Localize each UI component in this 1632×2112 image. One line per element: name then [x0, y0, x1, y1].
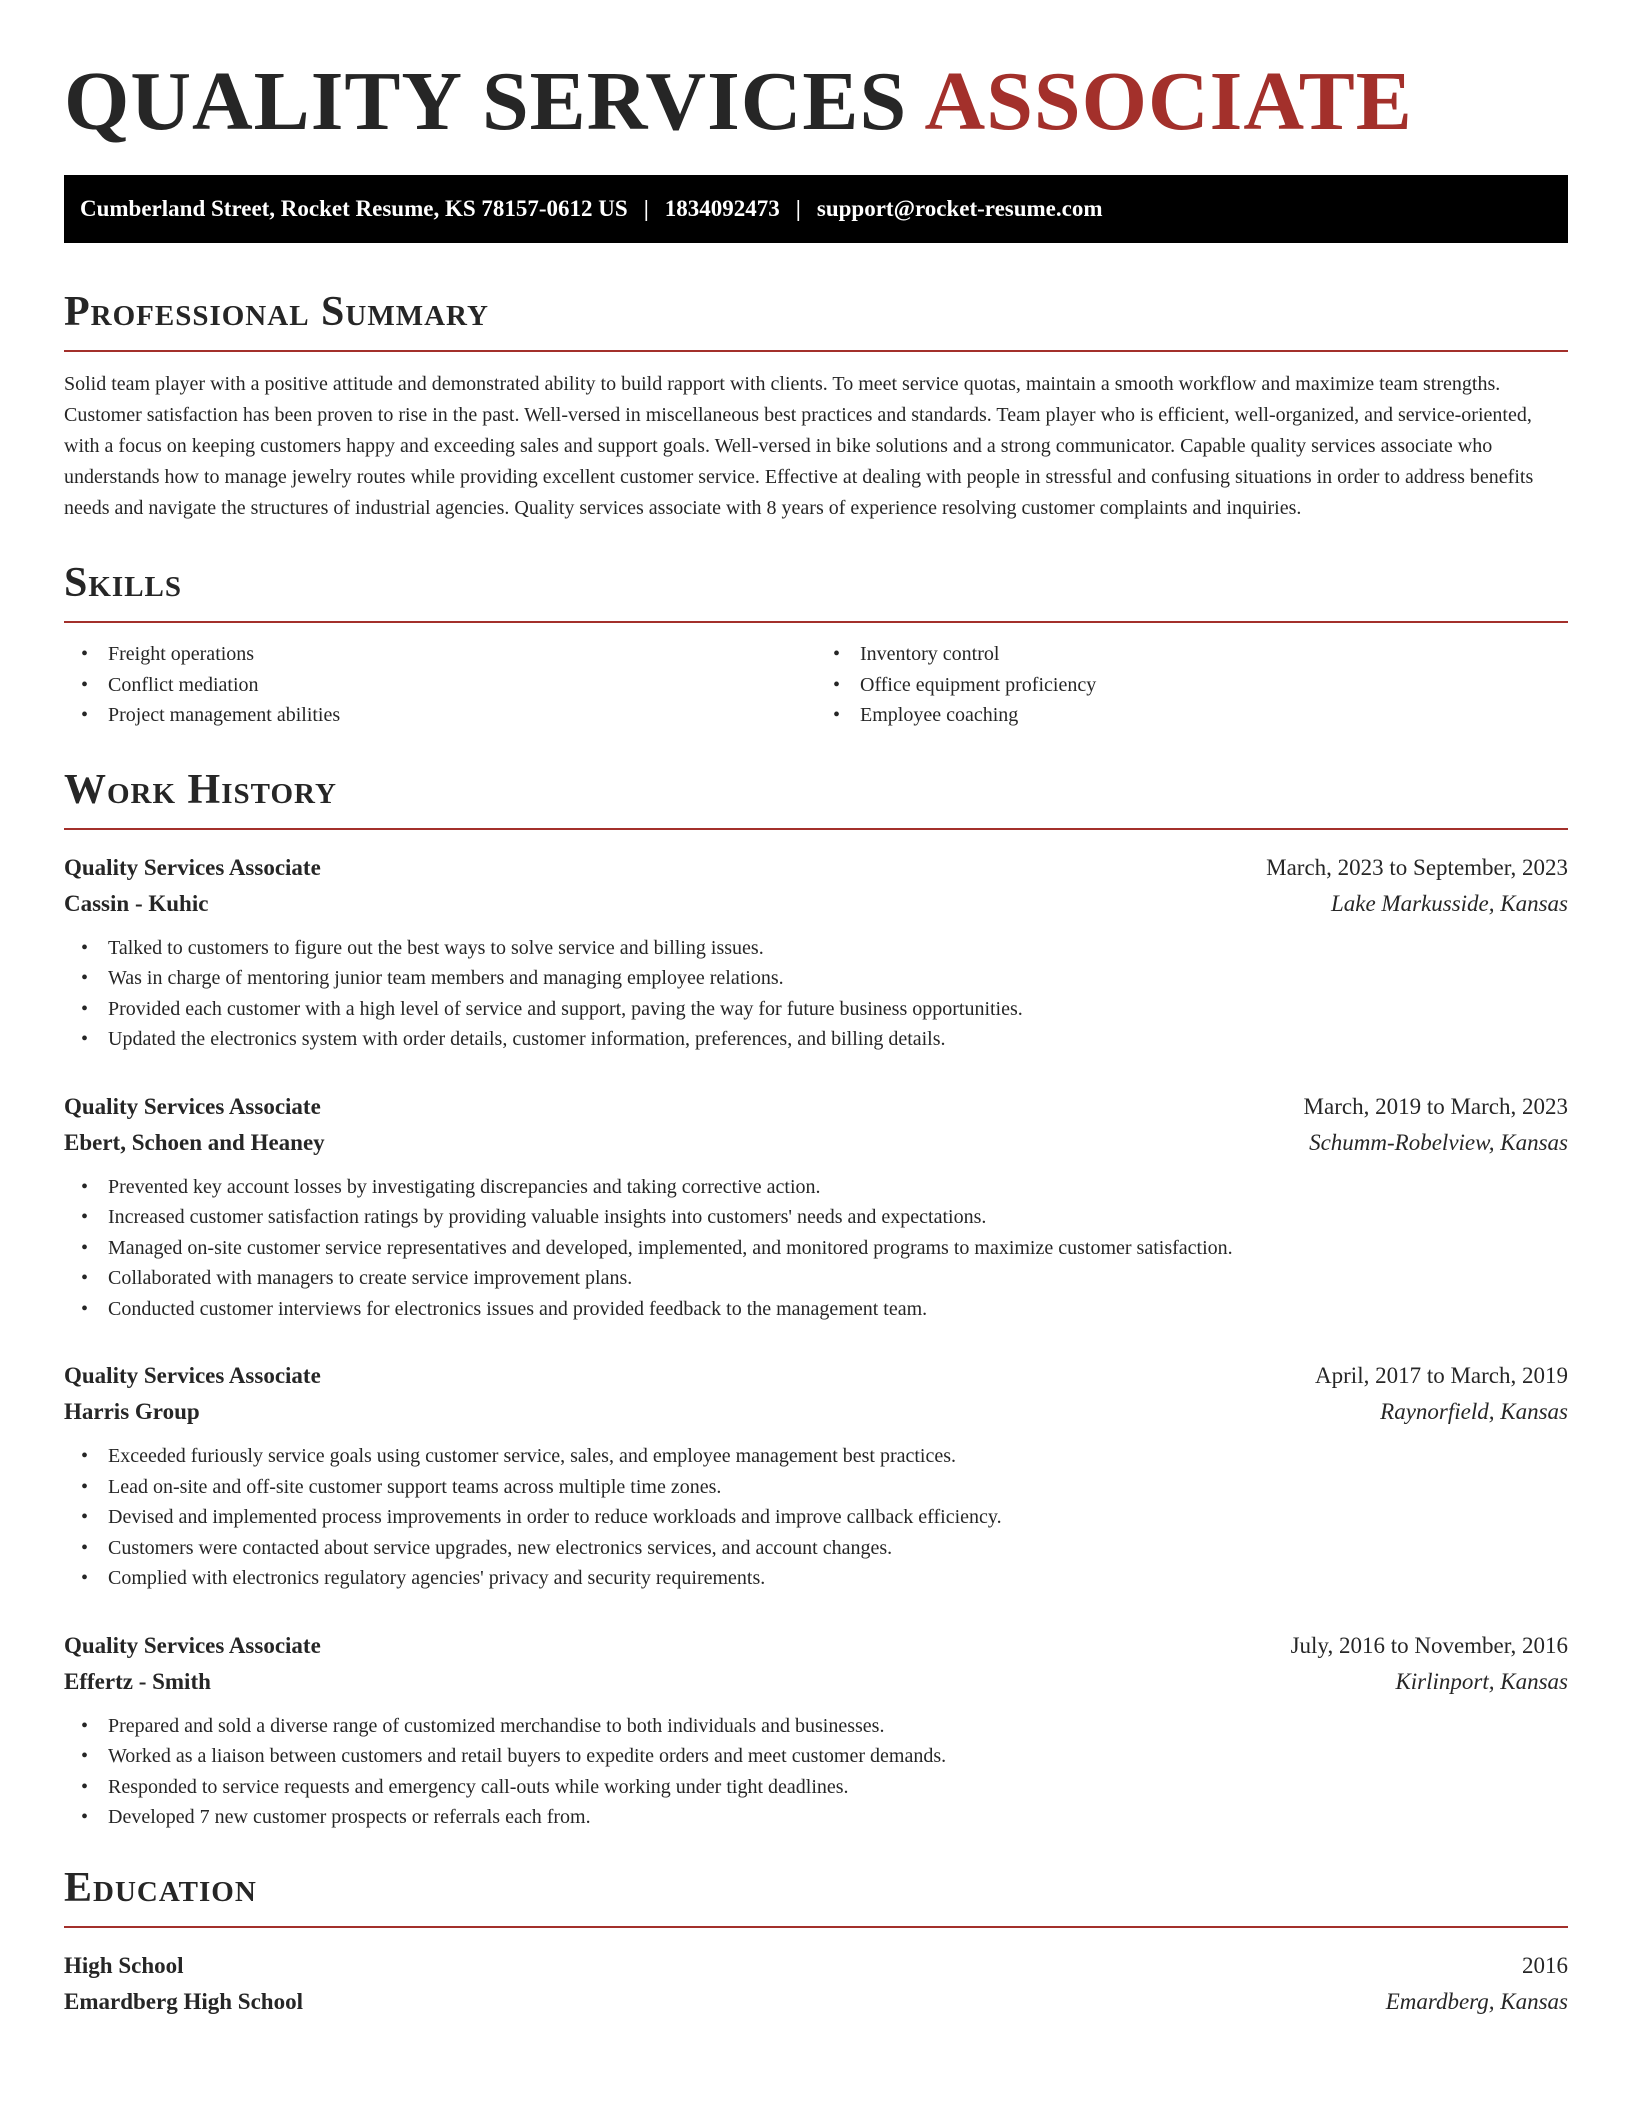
section-divider	[64, 350, 1568, 352]
contact-phone: 1834092473	[664, 196, 780, 221]
education-degree-row	[64, 1948, 1568, 1984]
education-location: Emardberg, Kansas	[1385, 1988, 1568, 2014]
education-heading: Education	[64, 1864, 257, 1911]
skills-column-right	[816, 639, 1568, 731]
job-role: Quality Services Associate	[64, 1363, 321, 1388]
job-header-row	[64, 1358, 1568, 1394]
skill-item: • Employee coaching	[816, 700, 1568, 731]
job-bullet: • Conducted customer interviews for electronics issues and provided feedback to the management team.	[64, 1294, 1568, 1325]
job-bullets	[64, 1172, 1568, 1325]
job-header-row	[64, 1089, 1568, 1125]
job-bullet: • Devised and implemented process improvements in order to reduce workloads and improve callback efficiency.	[64, 1502, 1568, 1533]
name-last: ASSOCIATE	[924, 55, 1413, 148]
job-location: Raynorfield, Kansas	[1380, 1399, 1568, 1424]
section-divider	[64, 1926, 1568, 1928]
job-role: Quality Services Associate	[64, 1632, 321, 1658]
job-company-row	[64, 1394, 1568, 1430]
skill-item: • Inventory control	[816, 639, 1568, 670]
job-entry	[64, 1358, 1568, 1594]
job-bullets	[64, 1441, 1568, 1594]
job-dates: July, 2016 to November, 2016	[1290, 1632, 1568, 1658]
education-entry	[64, 1948, 1568, 2020]
job-bullet: • Collaborated with managers to create service improvement plans.	[64, 1263, 1568, 1294]
skill-item: • Project management abilities	[64, 700, 816, 731]
job-location: Lake Markusside, Kansas	[1330, 890, 1568, 916]
job-bullet: • Prepared and sold a diverse range of customized merchandise to both individuals and businesses.	[64, 1711, 1568, 1742]
job-bullets	[64, 1711, 1568, 1833]
resume-name	[64, 0, 1568, 148]
job-role: Quality Services Associate	[64, 1093, 321, 1119]
job-bullet: • Customers were contacted about service upgrades, new electronics services, and account changes.	[64, 1533, 1568, 1564]
work-history-section	[64, 766, 1568, 1833]
job-dates: March, 2019 to March, 2023	[1303, 1093, 1568, 1119]
job-dates: March, 2023 to September, 2023	[1266, 854, 1568, 880]
education-degree: High School	[64, 1952, 184, 1978]
skill-item: • Conflict mediation	[64, 670, 816, 701]
job-location: Kirlinport, Kansas	[1395, 1668, 1568, 1694]
summary-text: Solid team player with a positive attitude and demonstrated ability to build rapport with clients. To meet service quotas, maintain a smooth workflow and maximize team strengths. Customer satisfaction has been proven to rise in the past. Well-versed in miscellaneous best practices and standards. Team player who is efficient, well-organized, and service-oriented, with a focus on keeping customers happy and exceeding sales and support goals. Well-versed in bike solutions and a strong communicator. Capable quality services associate who understands how to manage jewelry routes while providing excellent customer service. Effective at dealing with people in stressful and confusing situations in order to address benefits needs and navigate the structures of industrial agencies. Quality services associate with 8 years of experience resolving customer complaints and inquiries.	[64, 373, 1534, 519]
skill-item: • Office equipment proficiency	[816, 670, 1568, 701]
job-bullet: • Updated the electronics system with order details, customer information, preferences, and billing details.	[64, 1024, 1568, 1055]
section-divider	[64, 621, 1568, 623]
job-location: Schumm-Robelview, Kansas	[1309, 1129, 1568, 1155]
job-bullet: • Prevented key account losses by investigating discrepancies and taking corrective action.	[64, 1172, 1568, 1203]
contact-email: support@rocket-resume.com	[816, 196, 1103, 221]
job-bullet: • Responded to service requests and emergency call-outs while working under tight deadlines.	[64, 1772, 1568, 1803]
job-company-row	[64, 1125, 1568, 1161]
job-header-row	[64, 1628, 1568, 1664]
skills-list	[64, 639, 1568, 731]
job-bullet: • Talked to customers to figure out the best ways to solve service and billing issues.	[64, 933, 1568, 964]
job-bullet: • Lead on-site and off-site customer support teams across multiple time zones.	[64, 1472, 1568, 1503]
job-bullet: • Worked as a liaison between customers and retail buyers to expedite orders and meet customer demands.	[64, 1741, 1568, 1772]
name-first: QUALITY SERVICES	[64, 55, 908, 148]
job-company-row	[64, 1664, 1568, 1700]
job-bullet: • Increased customer satisfaction ratings by providing valuable insights into customers' needs and expectations.	[64, 1202, 1568, 1233]
job-bullet: • Developed 7 new customer prospects or referrals each from.	[64, 1802, 1568, 1833]
education-school: Emardberg High School	[64, 1988, 303, 2014]
job-role: Quality Services Associate	[64, 854, 321, 880]
skills-column-left	[64, 639, 816, 731]
contact-separator: |	[643, 196, 649, 221]
summary-section	[64, 291, 1568, 524]
contact-address: Cumberland Street, Rocket Resume, KS 78157-0612 US	[80, 196, 628, 221]
job-company: Cassin - Kuhic	[64, 890, 209, 916]
job-bullet: • Managed on-site customer service representatives and developed, implemented, and monitored programs to maximize customer satisfaction.	[64, 1233, 1568, 1264]
job-bullet: • Provided each customer with a high level of service and support, paving the way for future business opportunities.	[64, 994, 1568, 1025]
contact-bar	[64, 175, 1568, 243]
job-company: Harris Group	[64, 1399, 200, 1424]
job-company: Ebert, Schoen and Heaney	[64, 1129, 325, 1155]
job-dates: April, 2017 to March, 2019	[1315, 1363, 1568, 1388]
job-entry	[64, 1089, 1568, 1325]
education-year: 2016	[1522, 1952, 1568, 1978]
job-company-row	[64, 886, 1568, 922]
job-bullets	[64, 933, 1568, 1055]
job-bullet: • Was in charge of mentoring junior team members and managing employee relations.	[64, 963, 1568, 994]
education-section	[64, 1864, 1568, 2020]
job-company: Effertz - Smith	[64, 1668, 211, 1694]
education-school-row	[64, 1984, 1568, 2020]
job-entry	[64, 1628, 1568, 1833]
section-divider	[64, 828, 1568, 830]
job-bullet: • Exceeded furiously service goals using customer service, sales, and employee management best practices.	[64, 1441, 1568, 1472]
summary-heading: Professional Summary	[64, 289, 489, 335]
skills-section	[64, 562, 1568, 731]
skill-item: • Freight operations	[64, 639, 816, 670]
work-history-heading: Work History	[64, 766, 337, 813]
job-entry	[64, 850, 1568, 1055]
skills-heading: Skills	[64, 560, 183, 606]
job-header-row	[64, 850, 1568, 886]
job-bullet: • Complied with electronics regulatory agencies' privacy and security requirements.	[64, 1563, 1568, 1594]
contact-separator: |	[795, 196, 801, 221]
